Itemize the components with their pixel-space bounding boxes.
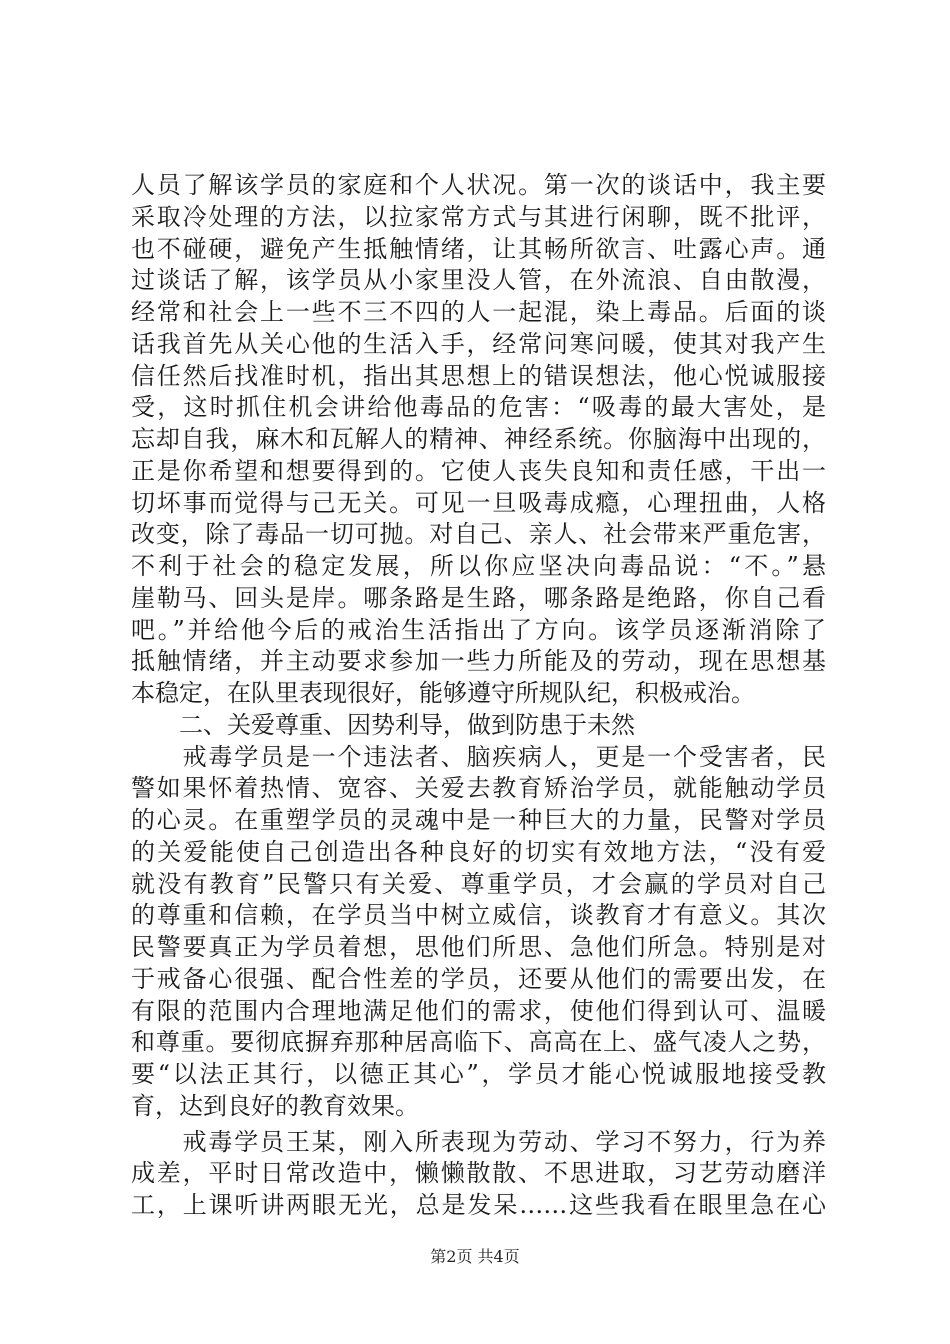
text-line: 正是你希望和想要得到的。它使人丧失良知和责任感，干出一 (131, 456, 826, 485)
text-line: 抵触情绪，并主动要求参加一些力所能及的劳动，现在思想基 (131, 647, 826, 676)
text-line: 要“以法正其行，以德正其心”，学员才能心悦诚服地接受教 (131, 1060, 826, 1088)
document-body (131, 170, 826, 1222)
text-line: 成差，平时日常改造中，懒懒散散、不思进取，习艺劳动磨洋 (131, 1159, 826, 1188)
text-line: 育，达到良好的教育效果。 (131, 1091, 419, 1120)
text-line: 戒毒学员王某，刚入所表现为劳动、学习不努力，行为养 (131, 1127, 826, 1156)
text-line: 人员了解该学员的家庭和个人状况。第一次的谈话中，我主要 (131, 171, 826, 199)
text-line: 不利于社会的稳定发展，所以你应坚决向毒品说：“不。”悬 (131, 552, 826, 580)
section-heading: 二、关爱尊重、因势利导，做到防患于未然 (131, 710, 635, 739)
text-line: 的尊重和信赖，在学员当中树立威信，谈教育才有意义。其次 (131, 901, 826, 930)
text-line: 经常和社会上一些不三不四的人一起混，染上毒品。后面的谈 (131, 298, 826, 326)
text-line: 于戒备心很强、配合性差的学员，还要从他们的需要出发，在 (131, 964, 826, 993)
text-line: 切坏事而觉得与己无关。可见一旦吸毒成瘾，心理扭曲，人格 (131, 488, 826, 517)
text-line: 受，这时抓住机会讲给他毒品的危害：“吸毒的最大害处，是 (131, 393, 826, 422)
text-line: 崖勒马、回头是岸。哪条路是生路，哪条路是绝路，你自己看 (131, 583, 826, 612)
text-line: 工，上课听讲两眼无光，总是发呆……这些我看在眼里急在心 (131, 1191, 826, 1219)
text-line: 的关爱能使自己创造出各种良好的切实有效地方法，“没有爱 (131, 837, 826, 866)
text-line: 有限的范围内合理地满足他们的需求，使他们得到认可、温暖 (131, 996, 826, 1025)
text-line: 和尊重。要彻底摒弃那种居高临下、高高在上、盛气凌人之势， (131, 1028, 826, 1057)
text-line: 也不碰硬，避免产生抵触情绪，让其畅所欲言、吐露心声。通 (131, 234, 826, 263)
text-line: 采取冷处理的方法，以拉家常方式与其进行闲聊，既不批评， (131, 202, 826, 231)
text-line: 警如果怀着热情、宽容、关爱去教育矫治学员，就能触动学员 (131, 774, 826, 803)
text-line: 过谈话了解，该学员从小家里没人管，在外流浪、自由散漫， (131, 266, 826, 295)
text-line: 本稳定，在队里表现很好，能够遵守所规队纪，积极戒治。 (131, 679, 755, 707)
text-line: 信任然后找准时机，指出其思想上的错误想法，他心悦诚服接 (131, 361, 826, 390)
text-line: 话我首先从关心他的生活入手，经常问寒问暖，使其对我产生 (131, 329, 826, 358)
text-line: 吧。”并给他今后的戒治生活指出了方向。该学员逐渐消除了 (131, 615, 826, 644)
text-line: 忘却自我，麻木和瓦解人的精神、神经系统。你脑海中出现的， (131, 425, 826, 453)
text-line: 的心灵。在重塑学员的灵魂中是一种巨大的力量，民警对学员 (131, 806, 826, 834)
text-line: 就没有教育”民警只有关爱、尊重学员，才会赢的学员对自己 (131, 869, 826, 898)
text-line: 改变，除了毒品一切可抛。对自己、亲人、社会带来严重危害， (131, 520, 826, 549)
text-line: 民警要真正为学员着想，思他们所思、急他们所急。特别是对 (131, 933, 826, 961)
text-line: 戒毒学员是一个违法者、脑疾病人，更是一个受害者，民 (131, 742, 826, 771)
page-number-footer: 第2页 共4页 (430, 1247, 520, 1266)
